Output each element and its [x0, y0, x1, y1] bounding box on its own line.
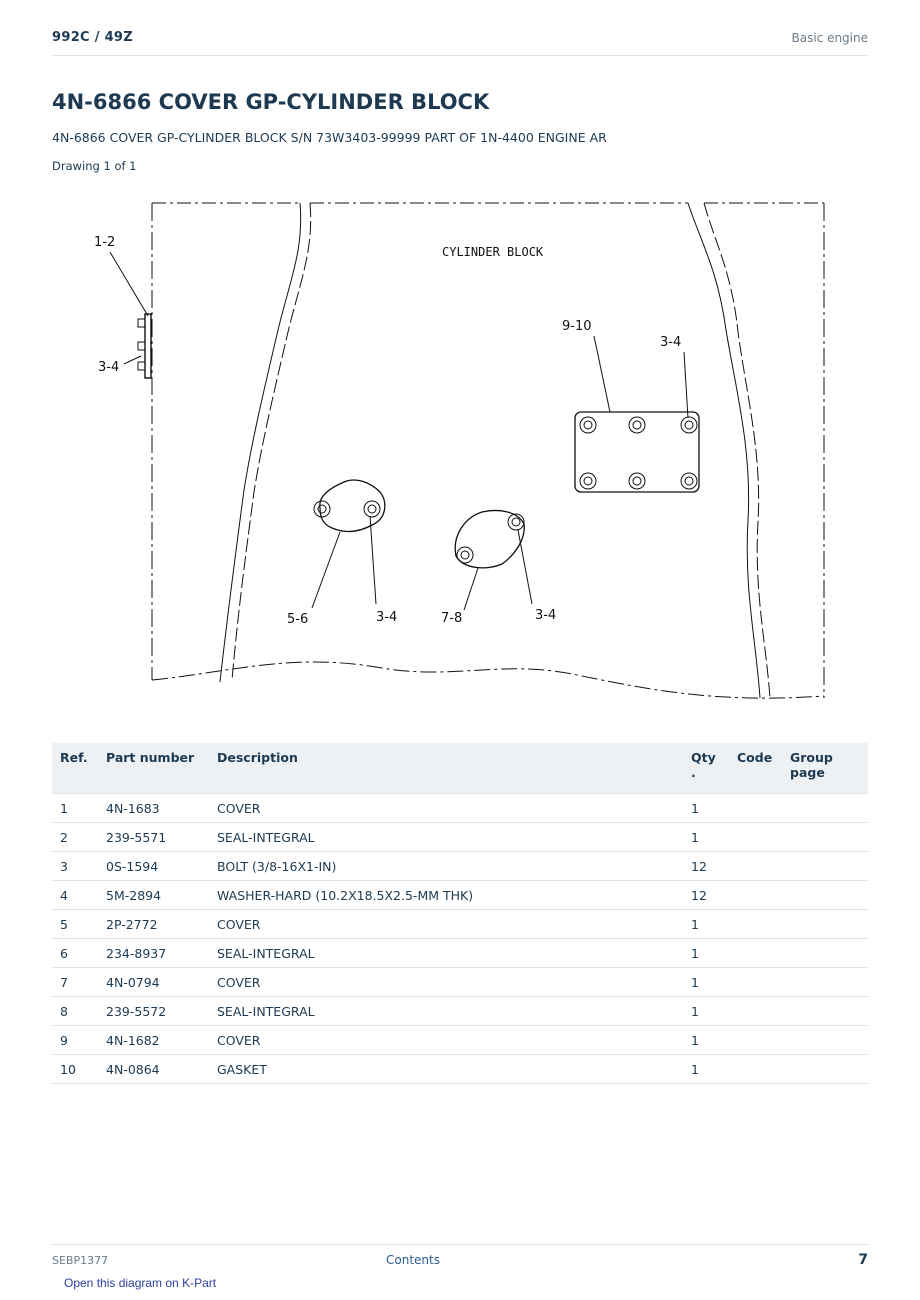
cell-ref: 5	[52, 909, 98, 938]
bolt-head	[138, 319, 145, 327]
model-label: 992C / 49Z	[52, 30, 133, 45]
cell-qty: 12	[683, 851, 729, 880]
leader-line	[110, 252, 148, 316]
cell-group-page	[782, 880, 868, 909]
parts-table-body	[52, 793, 868, 1083]
cell-description: WASHER-HARD (10.2X18.5X2.5-MM THK)	[209, 880, 683, 909]
table-row	[52, 793, 868, 822]
callout-3-4-right[interactable]: 3-4	[660, 335, 682, 350]
table-row	[52, 996, 868, 1025]
bolt	[580, 417, 596, 433]
header-group-page: Group page	[782, 743, 868, 793]
cell-group-page	[782, 909, 868, 938]
cell-ref: 10	[52, 1054, 98, 1083]
table-row	[52, 851, 868, 880]
cell-part-number[interactable]: 5M-2894	[98, 880, 209, 909]
header-code: Code	[729, 743, 782, 793]
cell-part-number[interactable]: 4N-1683	[98, 793, 209, 822]
cell-part-number[interactable]: 4N-1682	[98, 1025, 209, 1054]
callout-3-4-low[interactable]: 3-4	[535, 608, 557, 623]
cell-group-page	[782, 851, 868, 880]
cell-part-number[interactable]: 2P-2772	[98, 909, 209, 938]
cell-description: COVER	[209, 793, 683, 822]
cell-qty: 1	[683, 938, 729, 967]
bolt	[314, 501, 330, 517]
leader-line	[684, 352, 688, 418]
cell-qty: 1	[683, 793, 729, 822]
bolt	[364, 501, 380, 517]
cell-ref: 7	[52, 967, 98, 996]
leader-line	[312, 532, 340, 608]
cell-group-page	[782, 996, 868, 1025]
callout-9-10[interactable]: 9-10	[562, 319, 592, 334]
kpart-diagram-link[interactable]: Open this diagram on K-Part	[64, 1276, 217, 1290]
bolt	[629, 417, 645, 433]
table-header-row	[52, 743, 868, 793]
bolt	[629, 473, 645, 489]
callout-1-2[interactable]: 1-2	[94, 235, 116, 250]
cell-code	[729, 1054, 782, 1083]
cell-ref: 8	[52, 996, 98, 1025]
break-line	[220, 203, 301, 682]
cell-part-number[interactable]: 239-5571	[98, 822, 209, 851]
cell-part-number[interactable]: 234-8937	[98, 938, 209, 967]
cell-ref: 9	[52, 1025, 98, 1054]
block-label: CYLINDER BLOCK	[442, 245, 544, 259]
cell-group-page	[782, 793, 868, 822]
leader-line	[518, 530, 532, 604]
cell-code	[729, 793, 782, 822]
table-row	[52, 822, 868, 851]
cell-description: COVER	[209, 909, 683, 938]
callout-3-4-left[interactable]: 3-4	[98, 360, 120, 375]
cell-code	[729, 967, 782, 996]
header-description: Description	[209, 743, 683, 793]
cell-ref: 2	[52, 822, 98, 851]
contents-link[interactable]: Contents	[386, 1253, 440, 1267]
table-row	[52, 1025, 868, 1054]
page-footer	[52, 1244, 868, 1270]
table-row	[52, 938, 868, 967]
rect-cover-part	[575, 412, 699, 492]
bolt-head	[138, 362, 145, 370]
cell-group-page	[782, 1054, 868, 1083]
cell-part-number[interactable]: 4N-0864	[98, 1054, 209, 1083]
cell-code	[729, 938, 782, 967]
cell-part-number[interactable]: 239-5572	[98, 996, 209, 1025]
cell-code	[729, 996, 782, 1025]
cell-code	[729, 822, 782, 851]
cell-code	[729, 1025, 782, 1054]
header-ref: Ref.	[52, 743, 98, 793]
cell-ref: 6	[52, 938, 98, 967]
cell-code	[729, 851, 782, 880]
cell-description: SEAL-INTEGRAL	[209, 938, 683, 967]
bolt	[681, 417, 697, 433]
header-part-number: Part number	[98, 743, 209, 793]
cell-description: GASKET	[209, 1054, 683, 1083]
cell-description: BOLT (3/8-16X1-IN)	[209, 851, 683, 880]
table-row	[52, 967, 868, 996]
cell-group-page	[782, 967, 868, 996]
block-outline	[152, 662, 824, 698]
cell-ref: 4	[52, 880, 98, 909]
bolt	[508, 514, 524, 530]
cell-qty: 1	[683, 1054, 729, 1083]
page-number: 7	[858, 1252, 868, 1268]
section-label: Basic engine	[791, 31, 868, 45]
cell-code	[729, 880, 782, 909]
header-qty: Qty .	[683, 743, 729, 793]
parts-diagram	[52, 190, 868, 710]
cell-description: SEAL-INTEGRAL	[209, 822, 683, 851]
cell-group-page	[782, 822, 868, 851]
cell-qty: 1	[683, 967, 729, 996]
bolt	[681, 473, 697, 489]
cell-qty: 1	[683, 996, 729, 1025]
bolt	[580, 473, 596, 489]
bolt	[457, 547, 473, 563]
leader-line	[464, 568, 478, 610]
cell-ref: 3	[52, 851, 98, 880]
cell-qty: 1	[683, 1025, 729, 1054]
cell-description: COVER	[209, 967, 683, 996]
cell-part-number[interactable]: 0S-1594	[98, 851, 209, 880]
side-cover-part	[145, 314, 151, 378]
leader-line	[594, 336, 610, 412]
cell-code	[729, 909, 782, 938]
page-subtitle: 4N-6866 COVER GP-CYLINDER BLOCK S/N 73W3403-99999 PART OF 1N-4400 ENGINE AR	[52, 130, 607, 145]
break-line	[704, 203, 770, 698]
cell-ref: 1	[52, 793, 98, 822]
cell-description: SEAL-INTEGRAL	[209, 996, 683, 1025]
table-row	[52, 1054, 868, 1083]
cell-part-number[interactable]: 4N-0794	[98, 967, 209, 996]
drawing-label: Drawing 1 of 1	[52, 159, 137, 173]
cell-qty: 1	[683, 909, 729, 938]
break-line	[232, 203, 311, 680]
cell-qty: 12	[683, 880, 729, 909]
callout-5-6[interactable]: 5-6	[287, 612, 309, 627]
cell-group-page	[782, 1025, 868, 1054]
callout-7-8[interactable]: 7-8	[441, 611, 463, 626]
document-id: SEBP1377	[52, 1254, 109, 1267]
parts-table	[52, 743, 868, 1084]
cell-qty: 1	[683, 822, 729, 851]
cell-group-page	[782, 938, 868, 967]
table-row	[52, 880, 868, 909]
bolt-head	[138, 342, 145, 350]
page-title: 4N-6866 COVER GP-CYLINDER BLOCK	[52, 90, 490, 114]
page-header	[52, 28, 868, 56]
leader-line	[370, 516, 376, 604]
callout-3-4-mid[interactable]: 3-4	[376, 610, 398, 625]
table-row	[52, 909, 868, 938]
cell-description: COVER	[209, 1025, 683, 1054]
